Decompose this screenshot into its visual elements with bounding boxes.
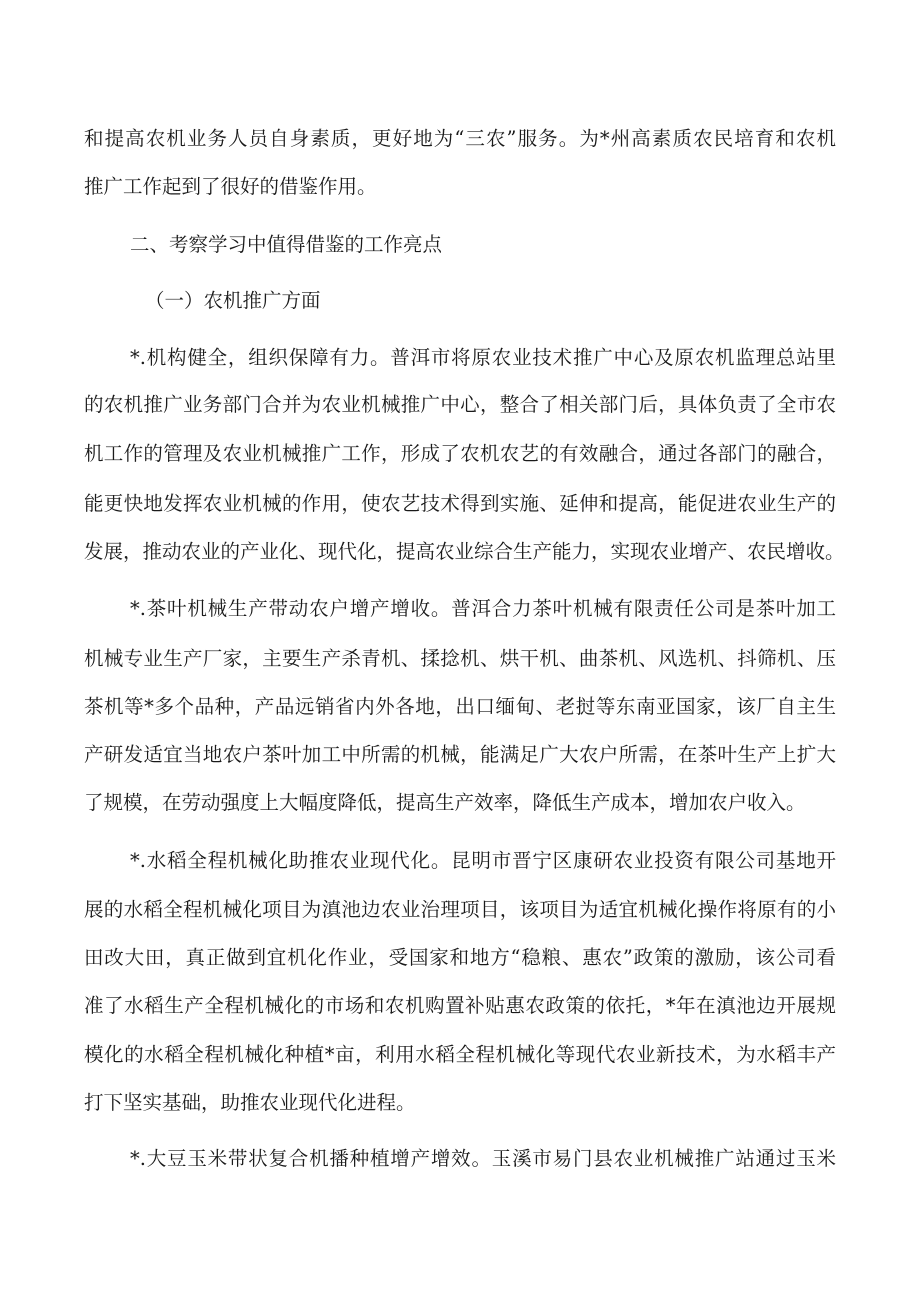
paragraph-line: 产研发适宜当地农户茶叶加工中所需的机械，能满足广大农户所需，在茶叶生产上扩大 [84, 743, 836, 766]
paragraph-line: *.水稻全程机械化助推农业现代化。昆明市晋宁区康研农业投资有限公司基地开 [130, 849, 836, 872]
paragraph-line: 准了水稻生产全程机械化的市场和农机购置补贴惠农政策的依托，*年在滇池边开展规 [84, 994, 836, 1017]
paragraph-line: 田改大田，真正做到宜机化作业，受国家和地方“稳粮、惠农”政策的激励，该公司看 [84, 946, 836, 969]
paragraph-line: 打下坚实基础，助推农业现代化进程。 [84, 1091, 416, 1114]
section-heading: 二、考察学习中值得借鉴的工作亮点 [130, 233, 443, 256]
paragraph-line: 茶机等*多个品种，产品远销省内外各地，出口缅甸、老挝等东南亚国家，该厂自主生 [84, 695, 836, 718]
paragraph-line: 发展，推动农业的产业化、现代化，提高农业综合生产能力，实现农业增产、农民增收。 [84, 540, 845, 563]
paragraph-line: *.大豆玉米带状复合机播种植增产增效。玉溪市易门县农业机械推广站通过玉米 [130, 1147, 836, 1170]
paragraph-line: 的农机推广业务部门合并为农业机械推广中心，整合了相关部门后，具体负责了全市农 [84, 393, 836, 416]
paragraph-line: 模化的水稻全程机械化种植*亩，利用水稻全程机械化等现代农业新技术，为水稻丰产 [84, 1043, 836, 1066]
paragraph-line: 能更快地发挥农业机械的作用，使农艺技术得到实施、延伸和提高，能促进农业生产的 [84, 492, 836, 515]
paragraph-line: 推广工作起到了很好的借鉴作用。 [84, 175, 377, 198]
paragraph-line: 机械专业生产厂家，主要生产杀青机、揉捻机、烘干机、曲茶机、风选机、抖筛机、压 [84, 647, 836, 670]
subsection-heading: （一）农机推广方面 [145, 289, 321, 312]
paragraph-line: 和提高农机业务人员自身素质，更好地为“三农”服务。为*州高素质农民培育和农机 [84, 127, 836, 150]
paragraph-line: 了规模，在劳动强度上大幅度降低，提高生产效率，降低生产成本，增加农户收入。 [84, 791, 806, 814]
paragraph-line: *.茶叶机械生产带动农户增产增收。普洱合力茶叶机械有限责任公司是茶叶加工 [130, 597, 836, 620]
paragraph-line: 展的水稻全程机械化项目为滇池边农业治理项目，该项目为适宜机械化操作将原有的小 [84, 898, 836, 921]
paragraph-line: 机工作的管理及农业机械推广工作，形成了农机农艺的有效融合，通过各部门的融合， [84, 442, 836, 465]
paragraph-line: *.机构健全，组织保障有力。普洱市将原农业技术推广中心及原农机监理总站里 [130, 346, 836, 369]
